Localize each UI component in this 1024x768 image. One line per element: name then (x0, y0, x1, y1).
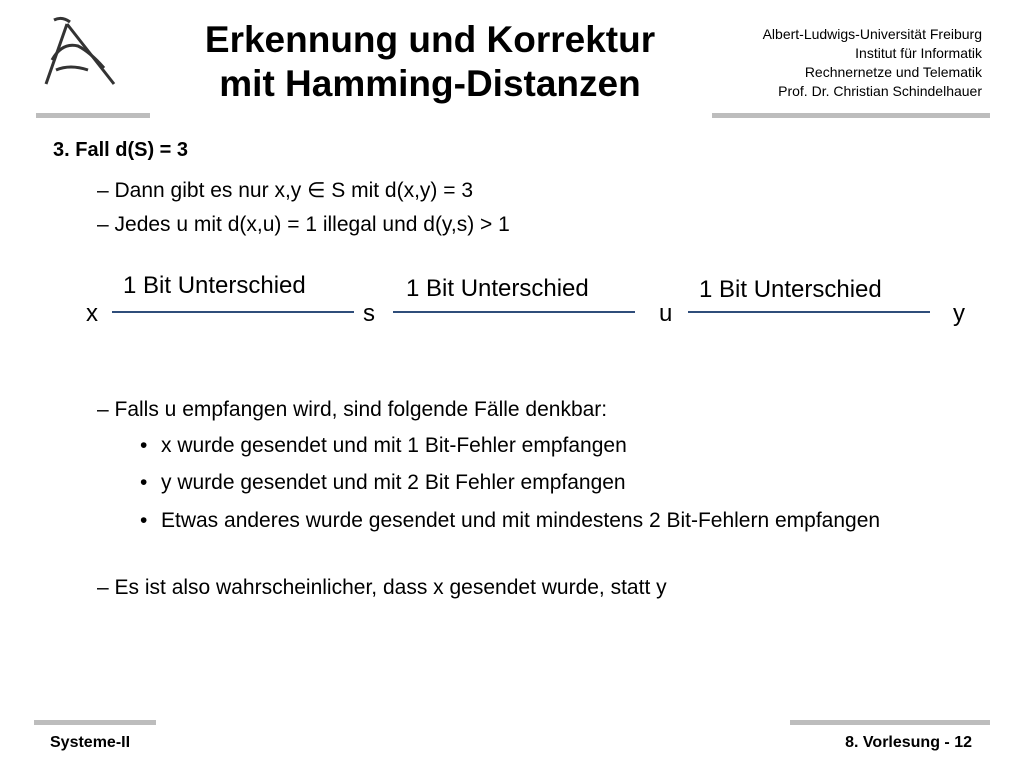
text-line-2: – Jedes u mit d(x,u) = 1 illegal und d(y,s) > 1 (97, 213, 510, 236)
edge-u-y (688, 311, 930, 313)
bullet-item-1 (140, 431, 920, 461)
case-heading: 3. Fall d(S) = 3 (53, 139, 189, 161)
bullet-item-3 (140, 506, 910, 536)
title-line-1: Erkennung und Korrektur (204, 19, 656, 60)
bullet-marker: • (140, 434, 148, 457)
edge-s-u (393, 311, 635, 313)
node-y: y (953, 300, 965, 327)
slide-title (160, 18, 700, 106)
bullet-marker: • (140, 509, 148, 532)
bullet-item-2 (140, 468, 920, 498)
footer-divider-right (790, 720, 990, 725)
footer-page: 8. Vorlesung - 12 (845, 734, 972, 751)
text-line-3: – Falls u empfangen wird, sind folgende Fälle denkbar: (97, 398, 608, 421)
bullet-text-1: x wurde gesendet und mit 1 Bit-Fehler empfangen (161, 434, 627, 457)
text-line-1: – Dann gibt es nur x,y ∈ S mit d(x,y) = 3 (97, 179, 474, 202)
node-s: s (363, 300, 375, 327)
node-u: u (659, 300, 673, 327)
footer-divider-left (34, 720, 156, 725)
text-line-4: – Es ist also wahrscheinlicher, dass x gesendet wurde, statt y (97, 576, 667, 599)
footer-course: Systeme-II (50, 734, 131, 751)
edge-label-x-s: 1 Bit Unterschied (123, 272, 306, 299)
institution-info (763, 25, 982, 101)
bullet-marker: • (140, 471, 148, 494)
edge-label-s-u: 1 Bit Unterschied (406, 275, 589, 302)
title-line-2: mit Hamming-Distanzen (219, 63, 641, 104)
edge-x-s (112, 311, 354, 313)
header-divider-right (712, 113, 990, 118)
institution-line-1: Albert-Ludwigs-Universität Freiburg (762, 26, 982, 42)
university-seal-logo (40, 12, 120, 92)
edge-label-u-y: 1 Bit Unterschied (699, 276, 882, 303)
bullet-text-2: y wurde gesendet und mit 2 Bit Fehler empfangen (161, 471, 626, 494)
institution-line-3: Rechnernetze und Telematik (804, 64, 982, 80)
bullet-text-3: Etwas anderes wurde gesendet und mit mindestens 2 Bit-Fehlern empfangen (161, 509, 881, 532)
node-x: x (86, 300, 98, 327)
header-divider-left (36, 113, 150, 118)
institution-line-4: Prof. Dr. Christian Schindelhauer (778, 83, 982, 99)
institution-line-2: Institut für Informatik (855, 45, 982, 61)
